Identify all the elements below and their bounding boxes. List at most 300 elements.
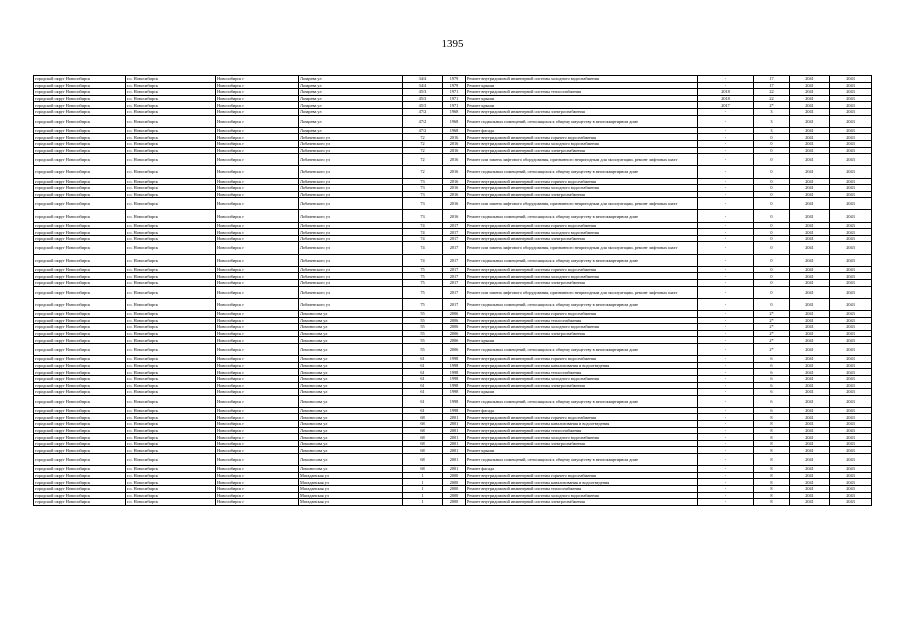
cell-district: городской округ Новосибирск bbox=[34, 254, 126, 266]
cell-locality: Новосибирск г bbox=[216, 198, 299, 210]
cell-street: Ломоносова ул bbox=[299, 454, 403, 466]
cell-house: 61 bbox=[403, 375, 443, 382]
cell-district: городской округ Новосибирск bbox=[34, 82, 126, 89]
cell-house: 68 bbox=[403, 454, 443, 466]
cell-street: Ломоносова ул bbox=[299, 395, 403, 407]
cell-flag: - bbox=[698, 115, 754, 127]
table-row bbox=[34, 337, 872, 344]
cell-year: 1998 bbox=[443, 369, 466, 376]
cell-street: Магаданская ул bbox=[299, 486, 403, 493]
cell-district: городской округ Новосибирск bbox=[34, 108, 126, 115]
cell-n: 8 bbox=[754, 466, 790, 473]
cell-year: 1979 bbox=[443, 76, 466, 83]
cell-end: 2043 bbox=[830, 310, 872, 317]
cell-district: городской округ Новосибирск bbox=[34, 479, 126, 486]
cell-year: 2017 bbox=[443, 242, 466, 254]
cell-house: 68 bbox=[403, 427, 443, 434]
cell-street: Лобачевского ул bbox=[299, 229, 403, 236]
cell-house: 72 bbox=[403, 147, 443, 154]
cell-district: городской округ Новосибирск bbox=[34, 280, 126, 287]
cell-work: Ремонт подвальных помещений, относящихся к общему имуществу в многоквартирном доме bbox=[466, 298, 698, 310]
cell-start: 2041 bbox=[790, 343, 830, 355]
cell-start: 2041 bbox=[790, 82, 830, 89]
cell-work: Ремонт крыши bbox=[466, 447, 698, 454]
cell-n: 0 bbox=[754, 254, 790, 266]
cell-work: Ремонт внутридомовой инженерной системы холодного водоснабжения bbox=[466, 185, 698, 192]
cell-settlement: г.о. Новосибирск bbox=[126, 447, 216, 454]
cell-house: 47/2 bbox=[403, 115, 443, 127]
cell-locality: Новосибирск г bbox=[216, 140, 299, 147]
cell-start: 2041 bbox=[790, 280, 830, 287]
cell-street: Лобачевского ул bbox=[299, 178, 403, 185]
cell-locality: Новосибирск г bbox=[216, 324, 299, 331]
cell-work: Ремонт внутридомовой инженерной системы электроснабжения bbox=[466, 108, 698, 115]
cell-locality: Новосибирск г bbox=[216, 242, 299, 254]
cell-n: 2* bbox=[754, 330, 790, 337]
cell-flag: - bbox=[698, 108, 754, 115]
cell-start: 2041 bbox=[790, 298, 830, 310]
cell-flag: - bbox=[698, 427, 754, 434]
cell-locality: Новосибирск г bbox=[216, 191, 299, 198]
cell-n: 0 bbox=[754, 178, 790, 185]
table-row bbox=[34, 440, 872, 447]
cell-settlement: г.о. Новосибирск bbox=[126, 273, 216, 280]
cell-street: Ломоносова ул bbox=[299, 382, 403, 389]
table-row bbox=[34, 434, 872, 441]
cell-district: городской округ Новосибирск bbox=[34, 273, 126, 280]
table-row bbox=[34, 466, 872, 473]
cell-settlement: г.о. Новосибирск bbox=[126, 185, 216, 192]
cell-year: 2017 bbox=[443, 229, 466, 236]
cell-district: городской округ Новосибирск bbox=[34, 447, 126, 454]
table-row bbox=[34, 362, 872, 369]
cell-settlement: г.о. Новосибирск bbox=[126, 191, 216, 198]
cell-year: 2001 bbox=[443, 466, 466, 473]
cell-house: 74 bbox=[403, 254, 443, 266]
cell-start: 2041 bbox=[790, 229, 830, 236]
cell-start: 2041 bbox=[790, 440, 830, 447]
cell-street: Магаданская ул bbox=[299, 499, 403, 506]
cell-n: 8 bbox=[754, 414, 790, 421]
cell-start: 2041 bbox=[790, 147, 830, 154]
cell-house: 61 bbox=[403, 395, 443, 407]
cell-end: 2043 bbox=[830, 375, 872, 382]
cell-start: 2041 bbox=[790, 472, 830, 479]
cell-work: Ремонт внутридомовой инженерной системы холодного водоснабжения bbox=[466, 140, 698, 147]
cell-n: 0 bbox=[754, 229, 790, 236]
table-row bbox=[34, 280, 872, 287]
cell-n: 8 bbox=[754, 440, 790, 447]
cell-district: городской округ Новосибирск bbox=[34, 310, 126, 317]
cell-start: 2041 bbox=[790, 337, 830, 344]
cell-flag: - bbox=[698, 273, 754, 280]
table-row bbox=[34, 317, 872, 324]
cell-locality: Новосибирск г bbox=[216, 382, 299, 389]
cell-district: городской округ Новосибирск bbox=[34, 466, 126, 473]
cell-district: городской округ Новосибирск bbox=[34, 127, 126, 134]
cell-settlement: г.о. Новосибирск bbox=[126, 242, 216, 254]
cell-year: 2001 bbox=[443, 440, 466, 447]
cell-end: 2043 bbox=[830, 280, 872, 287]
cell-settlement: г.о. Новосибирск bbox=[126, 198, 216, 210]
cell-start: 2041 bbox=[790, 115, 830, 127]
cell-locality: Новосибирск г bbox=[216, 280, 299, 287]
cell-settlement: г.о. Новосибирск bbox=[126, 382, 216, 389]
table-row bbox=[34, 486, 872, 493]
cell-end: 2043 bbox=[830, 486, 872, 493]
table-row bbox=[34, 266, 872, 273]
cell-settlement: г.о. Новосибирск bbox=[126, 427, 216, 434]
table-row bbox=[34, 82, 872, 89]
cell-end: 2043 bbox=[830, 82, 872, 89]
cell-district: городской округ Новосибирск bbox=[34, 89, 126, 96]
cell-start: 2041 bbox=[790, 421, 830, 428]
cell-start: 2041 bbox=[790, 499, 830, 506]
cell-start: 2041 bbox=[790, 492, 830, 499]
cell-locality: Новосибирск г bbox=[216, 273, 299, 280]
cell-start: 2041 bbox=[790, 486, 830, 493]
cell-street: Лобачевского ул bbox=[299, 191, 403, 198]
table-row bbox=[34, 198, 872, 210]
cell-work: Ремонт внутридомовой инженерной системы канализования и водоотведения bbox=[466, 421, 698, 428]
cell-flag: 2017 bbox=[698, 102, 754, 109]
cell-flag: - bbox=[698, 235, 754, 242]
table-row bbox=[34, 235, 872, 242]
cell-year: 1998 bbox=[443, 382, 466, 389]
cell-work: Ремонт фасада bbox=[466, 466, 698, 473]
cell-year: 2001 bbox=[443, 434, 466, 441]
table-row bbox=[34, 472, 872, 479]
cell-district: городской округ Новосибирск bbox=[34, 486, 126, 493]
cell-end: 2043 bbox=[830, 337, 872, 344]
cell-start: 2041 bbox=[790, 89, 830, 96]
cell-house: 61 bbox=[403, 389, 443, 396]
cell-house: 74 bbox=[403, 235, 443, 242]
cell-house: 75 bbox=[403, 286, 443, 298]
cell-settlement: г.о. Новосибирск bbox=[126, 254, 216, 266]
cell-district: городской округ Новосибирск bbox=[34, 154, 126, 166]
table-row bbox=[34, 421, 872, 428]
cell-flag: - bbox=[698, 343, 754, 355]
cell-street: Лазарева ул bbox=[299, 89, 403, 96]
cell-work: Ремонт внутридомовой инженерной системы электроснабжения bbox=[466, 191, 698, 198]
cell-district: городской округ Новосибирск bbox=[34, 382, 126, 389]
cell-street: Лобачевского ул bbox=[299, 273, 403, 280]
cell-year: 1968 bbox=[443, 115, 466, 127]
cell-n: 0 bbox=[754, 154, 790, 166]
cell-locality: Новосибирск г bbox=[216, 82, 299, 89]
cell-work: Ремонт крыши bbox=[466, 102, 698, 109]
cell-work: Ремонт внутридомовой инженерной системы холодного водоснабжения bbox=[466, 434, 698, 441]
cell-year: 2017 bbox=[443, 254, 466, 266]
cell-flag: - bbox=[698, 210, 754, 222]
cell-district: городской округ Новосибирск bbox=[34, 375, 126, 382]
cell-house: 72 bbox=[403, 166, 443, 178]
cell-end: 2043 bbox=[830, 362, 872, 369]
cell-n: 17 bbox=[754, 82, 790, 89]
cell-end: 2043 bbox=[830, 414, 872, 421]
cell-street: Лазарева ул bbox=[299, 82, 403, 89]
cell-n: 8 bbox=[754, 447, 790, 454]
cell-house: 74 bbox=[403, 222, 443, 229]
cell-district: городской округ Новосибирск bbox=[34, 191, 126, 198]
cell-end: 2043 bbox=[830, 447, 872, 454]
cell-year: 1998 bbox=[443, 395, 466, 407]
cell-work: Ремонт внутридомовой инженерной системы теплоснабжения bbox=[466, 427, 698, 434]
table-row bbox=[34, 407, 872, 414]
cell-house: 72 bbox=[403, 140, 443, 147]
cell-house: 1 bbox=[403, 486, 443, 493]
cell-work: Ремонт внутридомовой инженерной системы холодного водоснабжения bbox=[466, 324, 698, 331]
cell-house: 68 bbox=[403, 421, 443, 428]
cell-street: Лобачевского ул bbox=[299, 134, 403, 141]
cell-work: Ремонт крыши bbox=[466, 95, 698, 102]
cell-district: городской округ Новосибирск bbox=[34, 134, 126, 141]
cell-start: 2041 bbox=[790, 310, 830, 317]
cell-settlement: г.о. Новосибирск bbox=[126, 76, 216, 83]
cell-house: 75 bbox=[403, 298, 443, 310]
cell-house: 73 bbox=[403, 198, 443, 210]
cell-flag: - bbox=[698, 362, 754, 369]
cell-house: 68 bbox=[403, 440, 443, 447]
table-row bbox=[34, 108, 872, 115]
cell-settlement: г.о. Новосибирск bbox=[126, 466, 216, 473]
cell-house: 74 bbox=[403, 242, 443, 254]
cell-settlement: г.о. Новосибирск bbox=[126, 369, 216, 376]
cell-work: Ремонт внутридомовой инженерной системы теплоснабжения bbox=[466, 317, 698, 324]
cell-end: 2043 bbox=[830, 198, 872, 210]
cell-settlement: г.о. Новосибирск bbox=[126, 479, 216, 486]
cell-work: Ремонт или замена лифтового оборудования, признанного непригодным для эксплуатации, ремонт лифтовых шахт bbox=[466, 286, 698, 298]
table-row bbox=[34, 356, 872, 363]
cell-house: 61 bbox=[403, 369, 443, 376]
cell-district: городской округ Новосибирск bbox=[34, 454, 126, 466]
cell-district: городской округ Новосибирск bbox=[34, 330, 126, 337]
table-row bbox=[34, 273, 872, 280]
cell-year: 2016 bbox=[443, 134, 466, 141]
table-row bbox=[34, 324, 872, 331]
cell-house: 55 bbox=[403, 337, 443, 344]
cell-locality: Новосибирск г bbox=[216, 210, 299, 222]
table-row bbox=[34, 454, 872, 466]
cell-work: Ремонт подвальных помещений, относящихся к общему имуществу в многоквартирном доме bbox=[466, 166, 698, 178]
cell-year: 2006 bbox=[443, 330, 466, 337]
table-row bbox=[34, 89, 872, 96]
cell-house: 47/2 bbox=[403, 108, 443, 115]
cell-end: 2043 bbox=[830, 178, 872, 185]
cell-n: 2* bbox=[754, 102, 790, 109]
cell-end: 2043 bbox=[830, 479, 872, 486]
cell-settlement: г.о. Новосибирск bbox=[126, 362, 216, 369]
cell-flag: - bbox=[698, 140, 754, 147]
cell-work: Ремонт внутридомовой инженерной системы холодного водоснабжения bbox=[466, 76, 698, 83]
cell-year: 2017 bbox=[443, 280, 466, 287]
cell-flag: - bbox=[698, 310, 754, 317]
table-row bbox=[34, 115, 872, 127]
table-row bbox=[34, 298, 872, 310]
cell-work: Ремонт подвальных помещений, относящихся к общему имуществу в многоквартирном доме bbox=[466, 254, 698, 266]
cell-n: 6 bbox=[754, 395, 790, 407]
cell-year: 2016 bbox=[443, 198, 466, 210]
cell-flag: - bbox=[698, 407, 754, 414]
cell-flag: - bbox=[698, 479, 754, 486]
cell-end: 2043 bbox=[830, 427, 872, 434]
cell-end: 2043 bbox=[830, 185, 872, 192]
table-row bbox=[34, 147, 872, 154]
cell-locality: Новосибирск г bbox=[216, 222, 299, 229]
cell-n: 3 bbox=[754, 108, 790, 115]
cell-settlement: г.о. Новосибирск bbox=[126, 89, 216, 96]
cell-street: Лобачевского ул bbox=[299, 235, 403, 242]
cell-house: 47/2 bbox=[403, 127, 443, 134]
cell-flag: - bbox=[698, 492, 754, 499]
cell-year: 2001 bbox=[443, 421, 466, 428]
cell-end: 2043 bbox=[830, 356, 872, 363]
cell-district: городской округ Новосибирск bbox=[34, 266, 126, 273]
cell-n: 6 bbox=[754, 369, 790, 376]
cell-street: Лазарева ул bbox=[299, 102, 403, 109]
table-row bbox=[34, 222, 872, 229]
cell-start: 2041 bbox=[790, 389, 830, 396]
cell-settlement: г.о. Новосибирск bbox=[126, 154, 216, 166]
cell-locality: Новосибирск г bbox=[216, 375, 299, 382]
cell-settlement: г.о. Новосибирск bbox=[126, 395, 216, 407]
cell-settlement: г.о. Новосибирск bbox=[126, 210, 216, 222]
cell-year: 1979 bbox=[443, 82, 466, 89]
table-row bbox=[34, 479, 872, 486]
table-row bbox=[34, 447, 872, 454]
cell-year: 2001 bbox=[443, 447, 466, 454]
cell-district: городской округ Новосибирск bbox=[34, 434, 126, 441]
cell-work: Ремонт или замена лифтового оборудования, признанного непригодным для эксплуатации, ремонт лифтовых шахт bbox=[466, 242, 698, 254]
cell-end: 2043 bbox=[830, 95, 872, 102]
cell-end: 2043 bbox=[830, 154, 872, 166]
cell-start: 2041 bbox=[790, 185, 830, 192]
cell-locality: Новосибирск г bbox=[216, 389, 299, 396]
cell-work: Ремонт внутридомовой инженерной системы канализования и водоотведения bbox=[466, 362, 698, 369]
cell-flag: - bbox=[698, 154, 754, 166]
cell-start: 2041 bbox=[790, 427, 830, 434]
cell-n: 2* bbox=[754, 343, 790, 355]
cell-work: Ремонт внутридомовой инженерной системы электроснабжения bbox=[466, 440, 698, 447]
cell-street: Магаданская ул bbox=[299, 492, 403, 499]
cell-flag: 2018 bbox=[698, 95, 754, 102]
cell-house: 75 bbox=[403, 266, 443, 273]
cell-flag: - bbox=[698, 434, 754, 441]
cell-settlement: г.о. Новосибирск bbox=[126, 140, 216, 147]
cell-district: городской округ Новосибирск bbox=[34, 95, 126, 102]
cell-end: 2043 bbox=[830, 147, 872, 154]
cell-settlement: г.о. Новосибирск bbox=[126, 499, 216, 506]
cell-locality: Новосибирск г bbox=[216, 317, 299, 324]
cell-street: Ломоносова ул bbox=[299, 330, 403, 337]
cell-flag: - bbox=[698, 440, 754, 447]
table-row bbox=[34, 178, 872, 185]
cell-flag: - bbox=[698, 486, 754, 493]
cell-street: Ломоносова ул bbox=[299, 421, 403, 428]
cell-settlement: г.о. Новосибирск bbox=[126, 166, 216, 178]
cell-locality: Новосибирск г bbox=[216, 147, 299, 154]
cell-end: 2043 bbox=[830, 421, 872, 428]
cell-end: 2043 bbox=[830, 330, 872, 337]
cell-street: Лобачевского ул bbox=[299, 185, 403, 192]
cell-district: городской округ Новосибирск bbox=[34, 115, 126, 127]
table-row bbox=[34, 389, 872, 396]
cell-settlement: г.о. Новосибирск bbox=[126, 343, 216, 355]
cell-house: 68 bbox=[403, 434, 443, 441]
cell-year: 1968 bbox=[443, 108, 466, 115]
cell-settlement: г.о. Новосибирск bbox=[126, 115, 216, 127]
cell-district: городской округ Новосибирск bbox=[34, 102, 126, 109]
cell-n: 22 bbox=[754, 95, 790, 102]
cell-locality: Новосибирск г bbox=[216, 447, 299, 454]
cell-settlement: г.о. Новосибирск bbox=[126, 286, 216, 298]
cell-n: 0 bbox=[754, 191, 790, 198]
cell-work: Ремонт внутридомовой инженерной системы холодного водоснабжения bbox=[466, 492, 698, 499]
cell-house: 73 bbox=[403, 210, 443, 222]
cell-house: 1 bbox=[403, 472, 443, 479]
cell-locality: Новосибирск г bbox=[216, 479, 299, 486]
table-row bbox=[34, 127, 872, 134]
cell-start: 2041 bbox=[790, 362, 830, 369]
table-row bbox=[34, 492, 872, 499]
cell-district: городской округ Новосибирск bbox=[34, 356, 126, 363]
cell-work: Ремонт внутридомовой инженерной системы холодного водоснабжения bbox=[466, 273, 698, 280]
cell-district: городской округ Новосибирск bbox=[34, 343, 126, 355]
table-row bbox=[34, 140, 872, 147]
cell-settlement: г.о. Новосибирск bbox=[126, 324, 216, 331]
table-row bbox=[34, 499, 872, 506]
cell-street: Лобачевского ул bbox=[299, 166, 403, 178]
cell-flag: 2018 bbox=[698, 89, 754, 96]
cell-start: 2041 bbox=[790, 407, 830, 414]
cell-year: 2017 bbox=[443, 273, 466, 280]
cell-street: Ломоносова ул bbox=[299, 337, 403, 344]
cell-street: Лазарева ул bbox=[299, 115, 403, 127]
cell-district: городской округ Новосибирск bbox=[34, 395, 126, 407]
cell-settlement: г.о. Новосибирск bbox=[126, 229, 216, 236]
cell-work: Ремонт внутридомовой инженерной системы горячего водоснабжения bbox=[466, 178, 698, 185]
cell-start: 2041 bbox=[790, 414, 830, 421]
cell-house: 1 bbox=[403, 492, 443, 499]
cell-end: 2043 bbox=[830, 472, 872, 479]
cell-flag: - bbox=[698, 229, 754, 236]
cell-district: городской округ Новосибирск bbox=[34, 185, 126, 192]
cell-n: 0 bbox=[754, 286, 790, 298]
cell-house: 72 bbox=[403, 154, 443, 166]
cell-street: Ломоносова ул bbox=[299, 427, 403, 434]
cell-work: Ремонт внутридомовой инженерной системы горячего водоснабжения bbox=[466, 414, 698, 421]
cell-district: городской округ Новосибирск bbox=[34, 324, 126, 331]
cell-start: 2041 bbox=[790, 330, 830, 337]
cell-end: 2043 bbox=[830, 166, 872, 178]
cell-house: 61 bbox=[403, 382, 443, 389]
cell-street: Лазарева ул bbox=[299, 76, 403, 83]
cell-locality: Новосибирск г bbox=[216, 330, 299, 337]
cell-house: 45/3 bbox=[403, 89, 443, 96]
cell-street: Ломоносова ул bbox=[299, 317, 403, 324]
cell-start: 2041 bbox=[790, 178, 830, 185]
cell-start: 2041 bbox=[790, 134, 830, 141]
cell-house: 74 bbox=[403, 229, 443, 236]
cell-flag: - bbox=[698, 147, 754, 154]
cell-house: 72 bbox=[403, 134, 443, 141]
cell-house: 55 bbox=[403, 330, 443, 337]
cell-flag: - bbox=[698, 185, 754, 192]
cell-locality: Новосибирск г bbox=[216, 486, 299, 493]
table-row bbox=[34, 330, 872, 337]
table-row bbox=[34, 210, 872, 222]
